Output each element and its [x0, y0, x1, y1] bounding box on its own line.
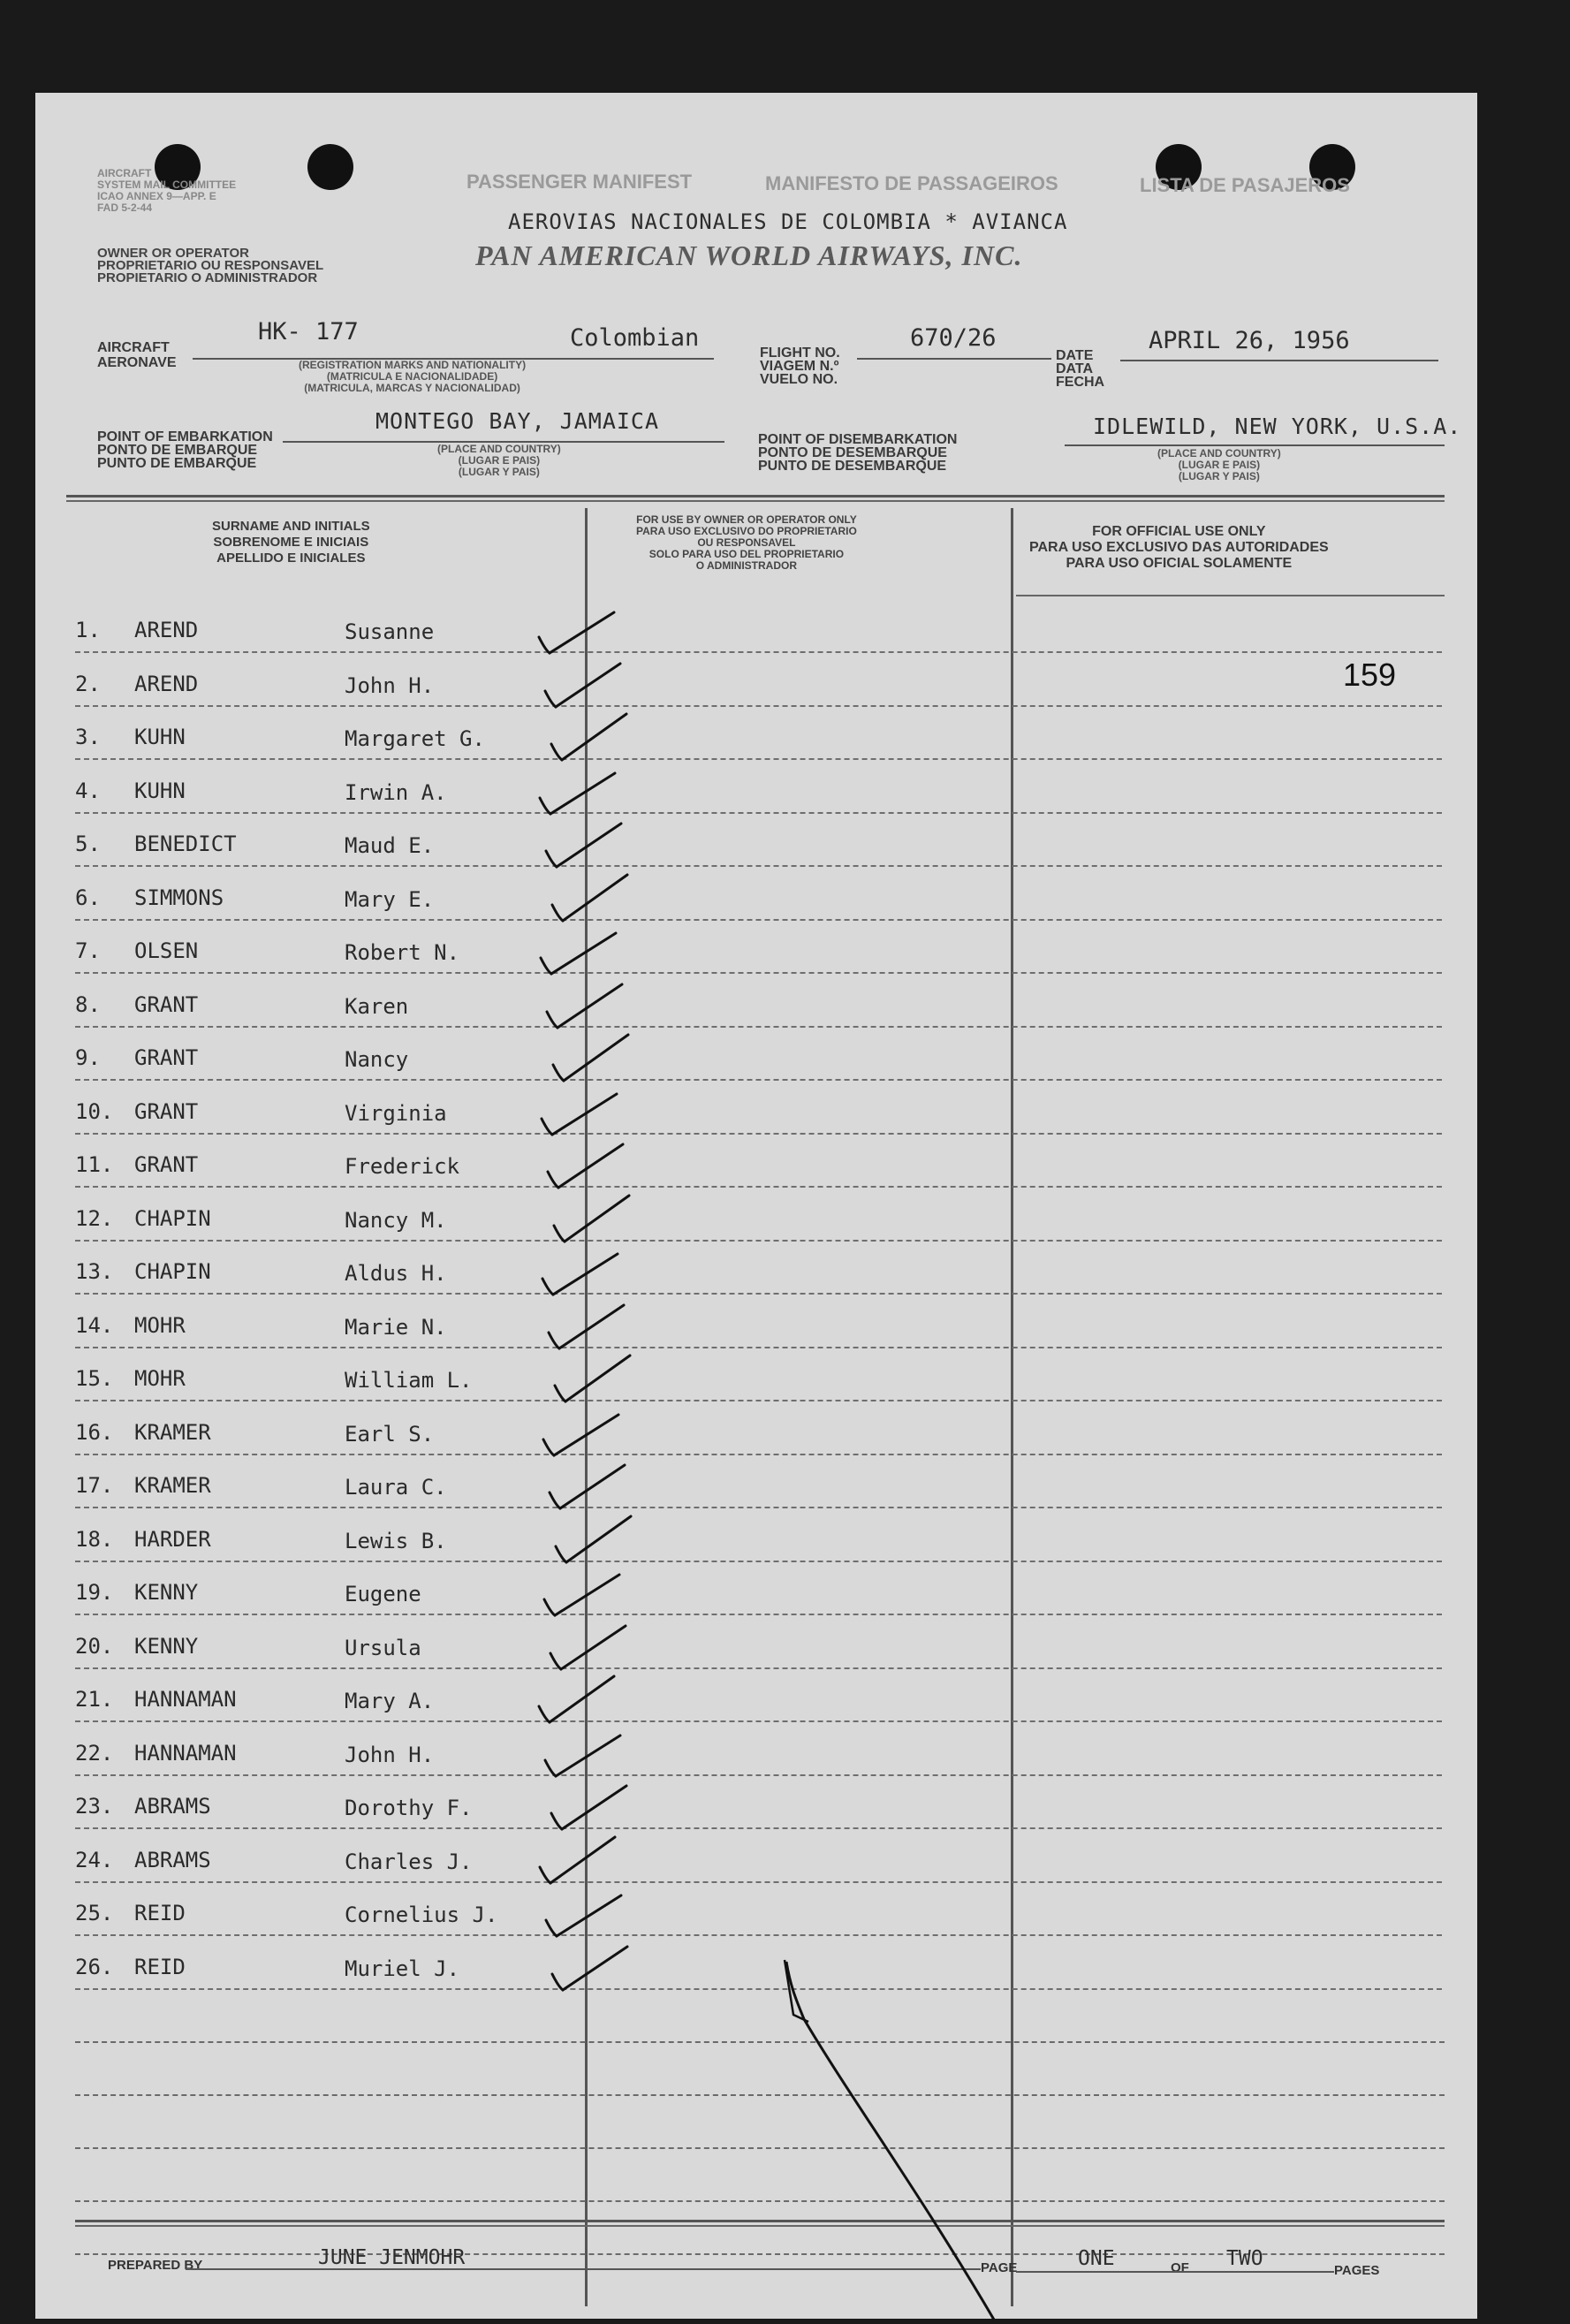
passenger-surname: KENNY [134, 1633, 199, 1659]
passenger-surname: AREND [134, 671, 199, 696]
row-rule [75, 651, 1442, 653]
passenger-surname: GRANT [134, 1045, 199, 1070]
passenger-surname: BENEDICT [134, 832, 237, 856]
passenger-surname: HANNAMAN [134, 1687, 237, 1712]
column-header-surname: SURNAME AND INITIALS SOBRENOME E INICIAIS APELLIDO E INICIALES [212, 519, 370, 566]
row-rule [75, 1561, 1442, 1562]
passenger-given-name: Eugene [345, 1582, 421, 1606]
table-row [35, 816, 1477, 869]
passenger-surname: MOHR [134, 1366, 186, 1391]
passenger-number: 12. [75, 1205, 114, 1231]
row-rule [75, 1240, 1442, 1242]
passenger-number: 16. [75, 1419, 114, 1445]
passenger-number: 19. [75, 1580, 114, 1605]
passenger-given-name: Robert N. [345, 940, 460, 965]
table-row [35, 1778, 1477, 1831]
title-english: PASSENGER MANIFEST [466, 171, 693, 193]
passenger-number: 8. [75, 991, 101, 1017]
disembark-underline [1065, 444, 1445, 446]
passenger-surname: ABRAMS [134, 1847, 211, 1872]
prepared-value: JUNE JENMOHR [318, 2246, 466, 2269]
passenger-number: 25. [75, 1901, 114, 1925]
table-row [35, 1457, 1477, 1510]
table-row [35, 1618, 1477, 1671]
disembark-place-label: (PLACE AND COUNTRY) (LUGAR E PAIS) (LUGAR Y PAIS) [1157, 447, 1281, 482]
table-row [35, 709, 1477, 762]
embark-label: POINT OF EMBARKATION PONTO DE EMBARQUE PUNTO DE EMBARQUE [97, 429, 273, 471]
passenger-number: 23. [75, 1794, 114, 1819]
passenger-surname: SIMMONS [134, 885, 224, 910]
check-mark-icon [530, 1778, 654, 1840]
passenger-number: 4. [75, 778, 101, 803]
table-row [35, 870, 1477, 923]
passenger-given-name: Nancy M. [345, 1207, 447, 1233]
operator-value-1: AEROVIAS NACIONALES DE COLOMBIA * AVIANCA [508, 209, 1068, 234]
passenger-number: 24. [75, 1847, 114, 1872]
check-mark-icon [530, 1297, 654, 1359]
table-row [35, 1083, 1477, 1136]
registration-label: (REGISTRATION MARKS AND NATIONALITY) (MATRICULA E NACIONALIDADE) (MATRICULA, MARCAS Y NACIONALIDAD) [299, 359, 527, 394]
check-mark-icon [530, 1083, 654, 1145]
check-mark-icon [530, 1832, 654, 1894]
passenger-surname: HANNAMAN [134, 1740, 237, 1766]
check-mark-icon [530, 1350, 654, 1412]
passenger-given-name: Earl S. [345, 1421, 435, 1447]
table-row [35, 976, 1477, 1029]
passenger-surname: KENNY [134, 1580, 199, 1605]
table-row [35, 1297, 1477, 1350]
row-rule [75, 919, 1442, 921]
row-rule [75, 1827, 1442, 1829]
check-mark-icon [530, 1136, 654, 1198]
aircraft-value: HK- 177 [258, 318, 359, 346]
passenger-number: 11. [75, 1152, 114, 1177]
passenger-number: 2. [75, 671, 101, 696]
passenger-given-name: Susanne [345, 619, 435, 644]
check-mark-icon [530, 923, 654, 984]
check-mark-icon [530, 602, 654, 664]
row-rule [75, 865, 1442, 867]
check-mark-icon [530, 763, 654, 824]
row-rule [75, 1667, 1442, 1669]
row-rule [75, 1293, 1442, 1295]
passenger-surname: GRANT [134, 1098, 199, 1124]
of-value: TWO [1226, 2247, 1263, 2270]
manifest-sheet [35, 93, 1477, 2319]
table-row [35, 1029, 1477, 1082]
passenger-surname: REID [134, 1901, 186, 1925]
stamp-number: 159 [1343, 657, 1397, 693]
row-rule [75, 758, 1442, 760]
page-label: PAGE [981, 2260, 1018, 2275]
passenger-number: 3. [75, 725, 101, 749]
of-label: OF [1171, 2260, 1189, 2275]
passenger-given-name: Ursula [345, 1635, 421, 1660]
table-row [35, 1885, 1477, 1938]
page-value: ONE [1078, 2247, 1115, 2270]
row-rule [75, 1507, 1442, 1508]
check-mark-icon [530, 870, 654, 931]
punch-hole [307, 144, 353, 190]
disembark-value: IDLEWILD, NEW YORK, U.S.A. [1093, 414, 1462, 439]
table-row [35, 1243, 1477, 1296]
passenger-given-name: Cornelius J. [345, 1902, 498, 1927]
passenger-given-name: Lewis B. [345, 1528, 447, 1553]
pen-annotation-stroke [742, 1953, 1034, 2324]
passenger-number: 13. [75, 1259, 114, 1284]
row-rule [75, 1079, 1442, 1081]
passenger-surname: KRAMER [134, 1419, 211, 1445]
registration-value: Colombian [570, 324, 700, 352]
passenger-surname: KUHN [134, 725, 186, 749]
check-mark-icon [530, 1457, 654, 1519]
check-mark-icon [530, 1511, 654, 1573]
table-row [35, 1350, 1477, 1403]
row-rule [75, 1347, 1442, 1348]
passenger-surname: CHAPIN [134, 1259, 211, 1284]
row-rule [75, 812, 1442, 814]
passenger-number: 15. [75, 1366, 114, 1391]
passenger-given-name: Charles J. [345, 1849, 473, 1874]
row-rule [75, 705, 1442, 707]
check-mark-icon [530, 656, 654, 718]
passenger-number: 10. [75, 1098, 114, 1124]
passenger-given-name: Nancy [345, 1047, 409, 1072]
passenger-number: 26. [75, 1954, 114, 1979]
form-reference: AIRCRAFT SYSTEM MAIL COMMITTEE ICAO ANNEX 9—APP. E FAD 5-2-44 [97, 167, 237, 214]
column-header-operator: FOR USE BY OWNER OR OPERATOR ONLY PARA USO EXCLUSIVO DO PROPRIETARIO OU RESPONSAVEL SOLO PARA USO DEL PROPRIETARIO O ADMINISTRADOR [636, 513, 857, 572]
table-row [35, 763, 1477, 816]
passenger-surname: CHAPIN [134, 1205, 211, 1231]
passenger-surname: KRAMER [134, 1473, 211, 1498]
passenger-number: 18. [75, 1526, 114, 1552]
passenger-surname: REID [134, 1954, 186, 1979]
operator-label: OWNER OR OPERATOR PROPRIETARIO OU RESPONSAVEL PROPIETARIO O ADMINISTRADOR [97, 246, 324, 285]
passenger-given-name: Frederick [345, 1154, 460, 1179]
disembark-label: POINT OF DISEMBARKATION PONTO DE DESEMBARQUE PUNTO DE DESEMBARQUE [758, 432, 958, 474]
table-top-rule-2 [66, 500, 1445, 502]
passenger-surname: OLSEN [134, 938, 199, 963]
column-header-official: FOR OFFICIAL USE ONLY PARA USO EXCLUSIVO DAS AUTORIDADES PARA USO OFICIAL SOLAMENTE [1029, 524, 1329, 571]
passenger-given-name: Dorothy F. [345, 1796, 473, 1820]
date-underline [1120, 360, 1438, 361]
check-mark-icon [530, 976, 654, 1038]
passenger-given-name: Maud E. [345, 833, 435, 858]
table-row [35, 1404, 1477, 1457]
date-value: APRIL 26, 1956 [1149, 327, 1350, 354]
passenger-number: 20. [75, 1633, 114, 1659]
table-row [35, 1564, 1477, 1617]
row-rule [75, 1026, 1442, 1028]
date-label: DATE DATA FECHA [1056, 348, 1105, 390]
title-portuguese: MANIFESTO DE PASSAGEIROS [765, 172, 1058, 194]
row-rule [75, 1133, 1442, 1135]
table-row [35, 1671, 1477, 1724]
passenger-given-name: Margaret G. [345, 726, 485, 751]
check-mark-icon [530, 1029, 654, 1091]
passenger-given-name: Irwin A. [345, 779, 447, 805]
table-row [35, 1832, 1477, 1885]
passenger-surname: KUHN [134, 778, 186, 803]
row-rule [75, 1934, 1442, 1936]
table-row [35, 1725, 1477, 1778]
passenger-surname: HARDER [134, 1526, 211, 1552]
check-mark-icon [530, 1939, 654, 2001]
table-row [35, 1136, 1477, 1189]
row-rule [75, 1400, 1442, 1401]
passenger-given-name: Mary A. [345, 1689, 435, 1713]
row-rule [75, 1881, 1442, 1883]
passenger-number: 9. [75, 1045, 101, 1070]
row-rule [75, 1720, 1442, 1722]
table-row [35, 1511, 1477, 1564]
passenger-number: 7. [75, 938, 101, 963]
check-mark-icon [530, 1564, 654, 1626]
check-mark-icon [530, 1885, 654, 1947]
title-spanish: LISTA DE PASAJEROS [1140, 174, 1350, 196]
passenger-number: 22. [75, 1740, 114, 1766]
passenger-surname: GRANT [134, 991, 199, 1017]
row-rule [75, 1454, 1442, 1455]
passenger-given-name: William L. [345, 1368, 473, 1393]
passenger-given-name: John H. [345, 672, 435, 698]
header-bottom-rule [1016, 595, 1445, 596]
passenger-number: 1. [75, 618, 101, 642]
operator-value-2: PAN AMERICAN WORLD AIRWAYS, INC. [475, 239, 1023, 271]
check-mark-icon [530, 709, 654, 771]
table-row [35, 602, 1477, 655]
pages-label: PAGES [1334, 2263, 1380, 2278]
passenger-given-name: John H. [345, 1742, 435, 1767]
passenger-given-name: Marie N. [345, 1314, 447, 1340]
check-mark-icon [530, 816, 654, 877]
flight-label: FLIGHT NO. VIAGEM N.º VUELO NO. [760, 346, 840, 387]
passenger-given-name: Virginia [345, 1100, 447, 1126]
check-mark-icon [530, 1404, 654, 1466]
embark-value: MONTEGO BAY, JAMAICA [375, 408, 660, 434]
passenger-number: 5. [75, 832, 101, 856]
row-rule [75, 972, 1442, 974]
table-row [35, 1190, 1477, 1243]
row-rule [75, 1774, 1442, 1776]
prepared-label: PREPARED BY [108, 2258, 203, 2273]
flight-value: 670/26 [910, 324, 997, 352]
passenger-given-name: Muriel J. [345, 1956, 460, 1981]
passenger-surname: AREND [134, 618, 199, 642]
aircraft-label: AIRCRAFT AERONAVE [97, 340, 177, 370]
passenger-surname: MOHR [134, 1312, 186, 1338]
check-mark-icon [530, 1618, 654, 1680]
passenger-surname: ABRAMS [134, 1794, 211, 1819]
passenger-given-name: Karen [345, 993, 409, 1019]
flight-underline [857, 358, 1051, 360]
check-mark-icon [530, 1725, 654, 1787]
table-row [35, 923, 1477, 976]
table-top-rule [66, 495, 1445, 497]
passenger-number: 21. [75, 1687, 114, 1712]
row-rule [75, 1614, 1442, 1615]
passenger-number: 14. [75, 1312, 114, 1338]
table-row [35, 656, 1477, 709]
embark-place-label: (PLACE AND COUNTRY) (LUGAR E PAIS) (LUGAR Y PAIS) [437, 443, 561, 478]
passenger-given-name: Aldus H. [345, 1261, 447, 1286]
passenger-surname: GRANT [134, 1152, 199, 1177]
check-mark-icon [530, 1190, 654, 1252]
check-mark-icon [530, 1243, 654, 1305]
passenger-given-name: Laura C. [345, 1475, 447, 1500]
row-rule [75, 1186, 1442, 1188]
passenger-number: 17. [75, 1473, 114, 1498]
passenger-number: 6. [75, 885, 101, 910]
page-underline [1016, 2271, 1334, 2273]
passenger-given-name: Mary E. [345, 886, 435, 912]
check-mark-icon [530, 1671, 654, 1733]
